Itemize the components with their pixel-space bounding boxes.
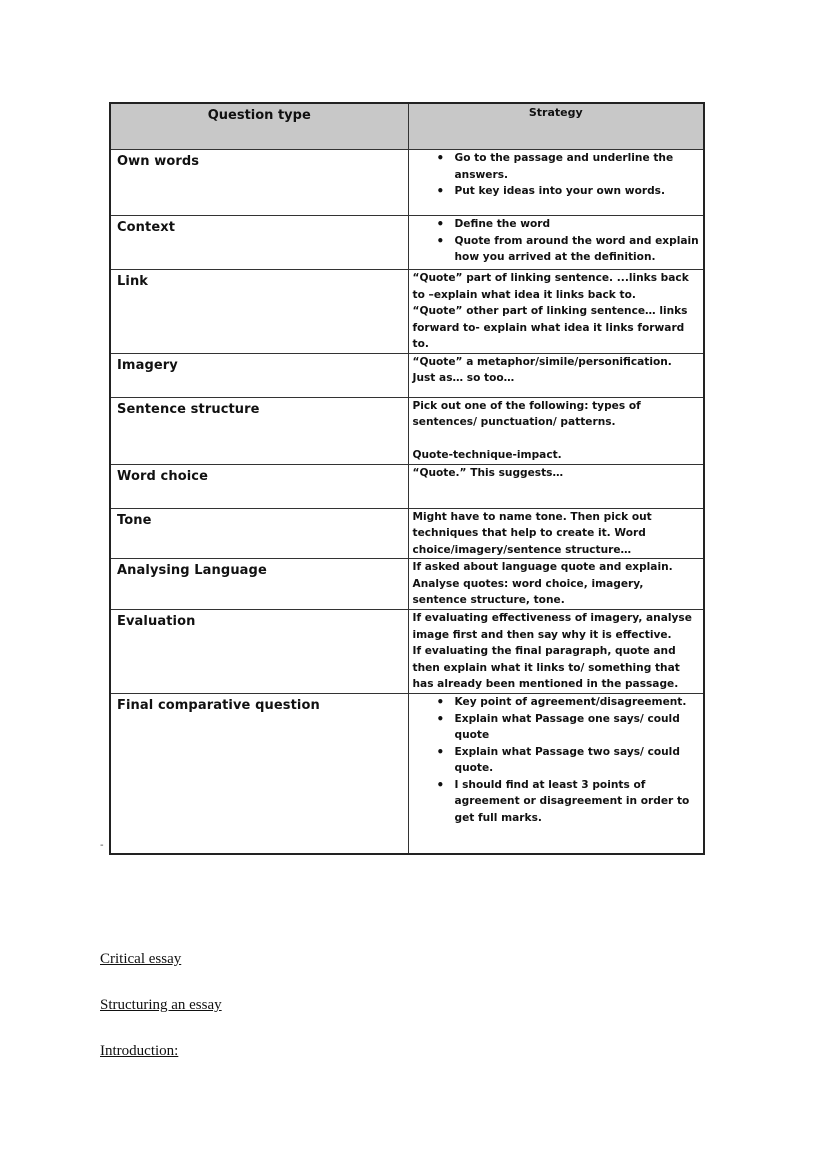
strategy-bullet: • Explain what Passage one says/ could quote: [455, 711, 700, 744]
strategy-cell: [408, 508, 704, 559]
table-row: [110, 270, 704, 354]
question-type-cell: Sentence structure: [110, 397, 408, 464]
strategy-line: If evaluating effectiveness of imagery, analyse image first and then say why it is effective.: [412, 612, 692, 641]
strategy-line: Quote-technique-impact.: [412, 448, 562, 461]
table-row: [110, 464, 704, 508]
table-row: [110, 353, 704, 397]
stray-mark: -: [100, 840, 104, 851]
table-row: [110, 216, 704, 270]
strategy-line: Might have to name tone. Then pick out techniques that help to create it. Word choice/imagery/sentence structure…: [412, 510, 652, 556]
heading-critical-essay: Critical essay: [100, 951, 182, 967]
table-row: [110, 397, 704, 464]
strategy-line: Pick out one of the following: types of sentences/ punctuation/ patterns.: [412, 399, 641, 428]
strategy-cell: [408, 150, 704, 216]
strategy-table: [109, 102, 705, 855]
question-type-cell: Final comparative question: [110, 694, 408, 854]
table-row: [110, 610, 704, 694]
question-type-cell: Analysing Language: [110, 559, 408, 610]
strategy-line: “Quote” other part of linking sentence… links forward to- explain what idea it links forward to.: [412, 305, 688, 350]
strategy-bullet: • Quote from around the word and explain how you arrived at the definition.: [455, 233, 700, 266]
table-header-row: [110, 103, 704, 150]
question-type-cell: Context: [110, 216, 408, 270]
strategy-line: [413, 431, 700, 447]
strategy-bullets: [413, 150, 700, 200]
question-type-cell: Tone: [110, 508, 408, 559]
question-type-cell: Link: [110, 270, 408, 354]
strategy-line: “Quote.” This suggests…: [412, 466, 564, 479]
strategy-cell: [408, 694, 704, 854]
strategy-line: If asked about language quote and explain.: [412, 561, 673, 573]
strategy-cell: [408, 353, 704, 397]
strategy-bullet: • Explain what Passage two says/ could quote.: [455, 744, 700, 777]
table-row: [110, 508, 704, 559]
strategy-bullet: • Define the word: [455, 216, 700, 233]
table-row: [110, 150, 704, 216]
table-row: [110, 559, 704, 610]
question-type-cell: Evaluation: [110, 610, 408, 694]
header-question-type: Question type: [110, 103, 408, 150]
strategy-bullet: • Put key ideas into your own words.: [455, 183, 700, 200]
strategy-bullets: [413, 216, 700, 266]
strategy-cell: [408, 559, 704, 610]
strategy-line: “Quote” a metaphor/simile/personification.: [412, 355, 672, 368]
strategy-line: Analyse quotes: word choice, imagery, sentence structure, tone.: [412, 577, 644, 606]
strategy-cell: [408, 610, 704, 694]
strategy-bullets: [413, 694, 700, 826]
question-type-cell: Imagery: [110, 353, 408, 397]
strategy-bullet: • Go to the passage and underline the answers.: [455, 150, 700, 183]
strategy-bullet: • Key point of agreement/disagreement.: [455, 694, 700, 711]
heading-introduction: Introduction:: [100, 1043, 179, 1059]
table-row: [110, 694, 704, 854]
strategy-cell: [408, 397, 704, 464]
question-type-cell: Own words: [110, 150, 408, 216]
strategy-cell: [408, 464, 704, 508]
strategy-line: “Quote” part of linking sentence. ...links back to –explain what idea it links back to.: [412, 272, 689, 301]
strategy-line: Just as… so too…: [412, 372, 515, 384]
strategy-bullet: • I should find at least 3 points of agreement or disagreement in order to get full marks.: [455, 777, 700, 827]
question-type-cell: Word choice: [110, 464, 408, 508]
heading-structuring-essay: Structuring an essay: [100, 997, 222, 1013]
strategy-cell: [408, 270, 704, 354]
header-strategy: Strategy: [408, 103, 704, 150]
strategy-cell: [408, 216, 704, 270]
strategy-line: If evaluating the final paragraph, quote and then explain what it links to/ something that has already been mentioned in the passage.: [412, 645, 680, 690]
